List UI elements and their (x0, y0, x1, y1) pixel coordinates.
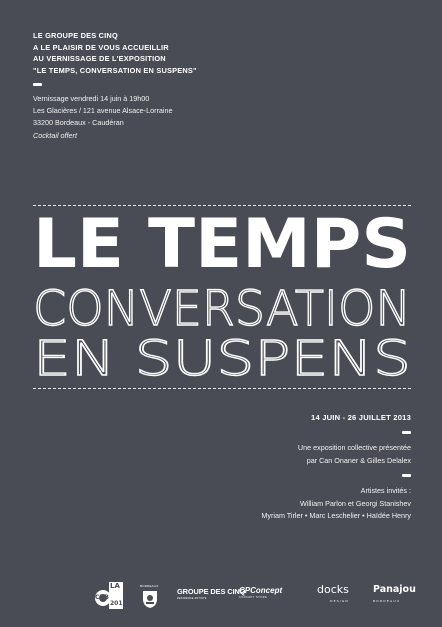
rondelle-logo (94, 582, 127, 610)
rondelle-top: LA (110, 582, 120, 590)
details-dash-1 (402, 431, 411, 434)
groupe-des-cinq-logo (177, 587, 245, 600)
panajou-name: Panajou (373, 584, 416, 595)
gdc-tagline: RESIDENCE ARTISTE (177, 597, 207, 600)
artists-line-1: William Parlon et Georgi Stanishev (299, 498, 411, 508)
title-line-3-text: EN SUSPENS (33, 335, 411, 379)
cocktail-note: Cocktail offert (33, 130, 77, 140)
cp-concept-logo (239, 586, 282, 599)
bordeaux-emblem-icon (142, 589, 158, 609)
title-main (33, 212, 411, 274)
cp-name: CPConcept (239, 586, 283, 595)
title-line-2-svg (33, 285, 411, 329)
details-dash-2 (402, 474, 411, 477)
venue-city: 33200 Bordeaux - Caudéran (33, 118, 124, 128)
invitation-header (33, 30, 333, 142)
gdc-name: GROUPE DES CINQ (177, 587, 246, 596)
header-line-4: "LE TEMPS, CONVERSATION EN SUSPENS" (33, 65, 197, 75)
artists-heading: Artistes invités : (360, 486, 411, 496)
venue-address: Les Glacières / 121 avenue Alsace-Lorraine (33, 106, 173, 116)
exhibition-details (111, 412, 411, 523)
title-rule-top (33, 205, 411, 206)
docks-name: docks (317, 583, 349, 596)
exhibition-dates: 14 JUIN - 26 JUILLET 2013 (311, 413, 411, 422)
expo-description-2: par Can Onaner & Gilles Delalex (306, 455, 411, 465)
bordeaux-logo (142, 586, 158, 608)
docks-tagline: DESIGN (330, 599, 349, 603)
title-line-3-svg (33, 335, 411, 379)
expo-description-1: Une exposition collective présentée (297, 443, 411, 452)
header-line-3: AU VERNISSAGE DE L'EXPOSITION (33, 54, 166, 63)
panajou-logo (373, 585, 416, 606)
title-main-svg (33, 212, 411, 274)
rondelle-year: 2013 (110, 600, 127, 607)
header-dash (33, 83, 42, 86)
rondelle-mid: CUB (95, 594, 109, 601)
title-rule-bottom (33, 388, 411, 389)
title-line-2-text: CONVERSATION (33, 285, 411, 329)
panajou-tagline: BORDEAUX (373, 599, 401, 603)
sponsor-logos (90, 580, 420, 610)
header-line-1: LE GROUPE DES CINQ (33, 31, 118, 40)
cp-tagline: CONCEPT STORE (239, 596, 268, 599)
title-line-3 (33, 335, 411, 379)
docks-design-logo (317, 584, 349, 607)
header-line-2: A LE PLAISIR DE VOUS ACCUEILLIR (33, 42, 169, 52)
vernissage-date: Vernissage vendredi 14 juin à 19h00 (33, 94, 150, 103)
bordeaux-caption: BORDEAUX (140, 584, 159, 588)
artists-line-2: Myriam Tirler • Marc Leschelier • Haïdée Henry (261, 511, 411, 521)
title-main-text: LE TEMPS (33, 212, 411, 274)
title-line-2 (33, 285, 411, 329)
